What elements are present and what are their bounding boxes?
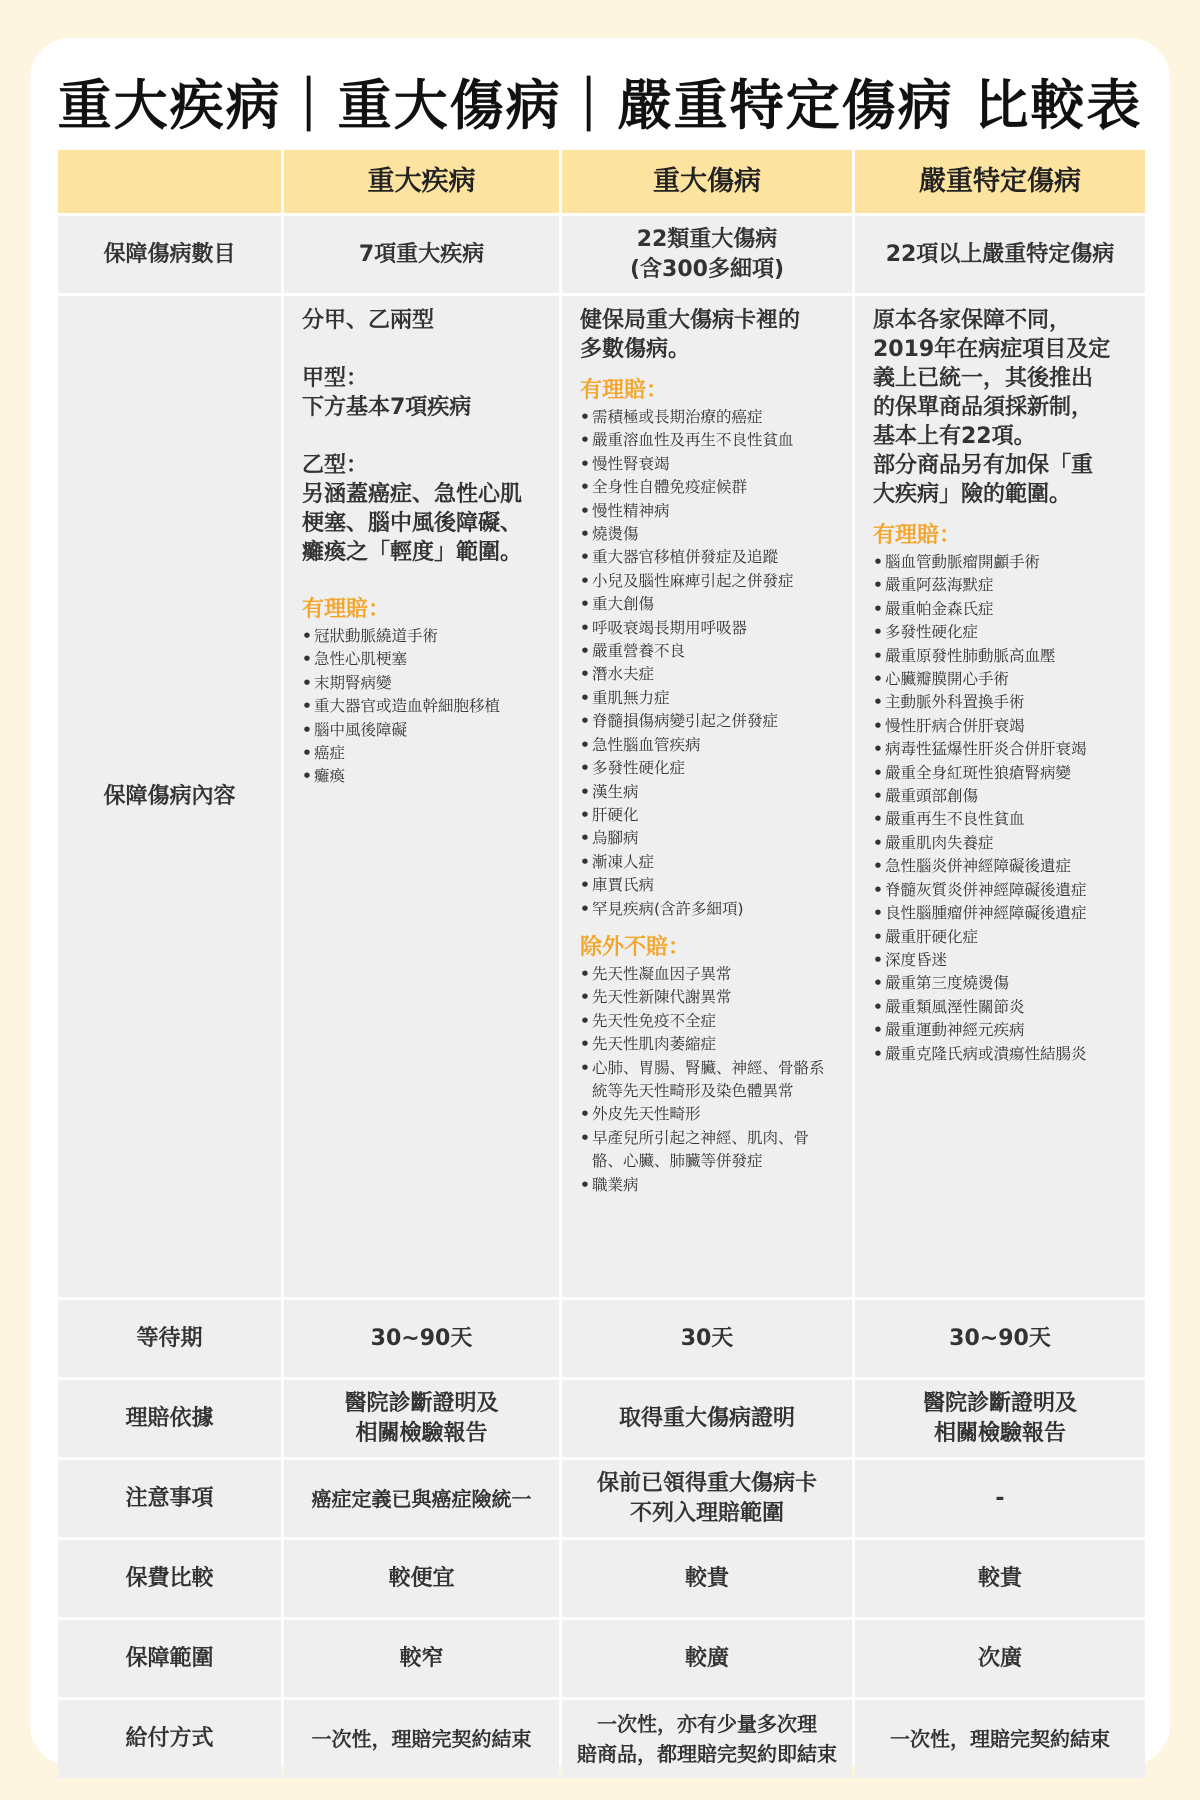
- payment-major-line2: 賠商品，都理賠完契約即結束: [577, 1742, 837, 1766]
- list-item: • 職業病: [580, 1174, 838, 1197]
- list-item: • 慢性腎衰竭: [580, 453, 838, 476]
- critical-claim-list: [302, 625, 545, 789]
- list-item: • 嚴重運動神經元疾病: [873, 1019, 1131, 1042]
- list-item: • 先天性凝血因子異常: [580, 963, 838, 986]
- payment-major-line1: 一次性，亦有少量多次理: [597, 1712, 817, 1736]
- scope-critical: 較窄: [284, 1620, 559, 1697]
- count-major: [562, 216, 852, 293]
- waiting-major: 30天: [562, 1300, 852, 1377]
- basis-critical-line2: 相關檢驗報告: [355, 1420, 488, 1446]
- list-item: • 外皮先天性畸形: [580, 1103, 838, 1126]
- content-severe-intro-4: 的保單商品須採新制，: [873, 395, 1094, 420]
- row-label-count: 保障傷病數目: [58, 216, 281, 293]
- comparison-table: [58, 150, 1142, 1766]
- list-item: • 腦中風後障礙: [302, 719, 545, 742]
- premium-critical: 較便宜: [284, 1540, 559, 1617]
- list-item: • 嚴重全身紅斑性狼瘡腎病變: [873, 762, 1131, 785]
- list-item: • 癌症: [302, 742, 545, 765]
- basis-major: 取得重大傷病證明: [562, 1380, 852, 1457]
- row-label-basis: 理賠依據: [58, 1380, 281, 1457]
- notes-major-line2: 不列入理賠範圍: [629, 1500, 784, 1526]
- waiting-severe: 30~90天: [855, 1300, 1145, 1377]
- list-item: • 先天性新陳代謝異常: [580, 986, 838, 1009]
- type-b-text-2: 梗塞、腦中風後障礙、: [302, 511, 523, 536]
- list-item: • 急性腦炎併神經障礙後遺症: [873, 855, 1131, 878]
- content-severe-intro-6: 部分商品另有加保「重: [873, 453, 1094, 478]
- notes-major: [562, 1460, 852, 1537]
- list-item: • 嚴重再生不良性貧血: [873, 808, 1131, 831]
- header-corner: [58, 150, 281, 213]
- list-item: • 多發性硬化症: [580, 757, 838, 780]
- list-item: • 癱瘓: [302, 765, 545, 788]
- list-item: • 全身性自體免疫症候群: [580, 476, 838, 499]
- content-severe-intro-1: 原本各家保障不同，: [873, 308, 1072, 333]
- count-major-line2: (含300多細項): [629, 256, 785, 282]
- list-item: • 嚴重頭部創傷: [873, 785, 1131, 808]
- list-item: • 嚴重第三度燒燙傷: [873, 972, 1131, 995]
- list-item: • 庫賈氏病: [580, 874, 838, 897]
- count-severe: 22項以上嚴重特定傷病: [855, 216, 1145, 293]
- type-a-text: 下方基本7項疾病: [302, 395, 472, 420]
- list-item: • 病毒性猛爆性肝炎合併肝衰竭: [873, 738, 1131, 761]
- list-item: • 嚴重克隆氏病或潰瘍性結腸炎: [873, 1043, 1131, 1066]
- list-item: • 慢性肝病合併肝衰竭: [873, 715, 1131, 738]
- list-item: • 重大創傷: [580, 593, 838, 616]
- list-item: • 慢性精神病: [580, 500, 838, 523]
- list-item: • 重肌無力症: [580, 687, 838, 710]
- list-item: • 嚴重溶血性及再生不良性貧血: [580, 429, 838, 452]
- basis-critical: [284, 1380, 559, 1457]
- row-label-content: 保障傷病內容: [58, 296, 281, 1297]
- major-claim-title: 有理賠：: [580, 378, 669, 403]
- row-label-payment: 給付方式: [58, 1700, 281, 1778]
- list-item: • 心臟瓣膜開心手術: [873, 668, 1131, 691]
- list-item: • 呼吸衰竭長期用呼吸器: [580, 617, 838, 640]
- notes-major-line1: 保前已領得重大傷病卡: [596, 1470, 817, 1496]
- payment-major: [562, 1700, 852, 1778]
- payment-critical: 一次性，理賠完契約結束: [284, 1700, 559, 1778]
- list-item: • 急性腦血管疾病: [580, 734, 838, 757]
- list-item: • 脊髓損傷病變引起之併發症: [580, 710, 838, 733]
- header-major-injury: 重大傷病: [562, 150, 852, 213]
- list-item: • 重大器官移植併發症及追蹤: [580, 546, 838, 569]
- type-b-text-1: 另涵蓋癌症、急性心肌: [302, 482, 523, 507]
- list-item: • 先天性肌肉萎縮症: [580, 1033, 838, 1056]
- list-item: • 急性心肌梗塞: [302, 648, 545, 671]
- header-severe-specific: 嚴重特定傷病: [855, 150, 1145, 213]
- notes-severe: -: [855, 1460, 1145, 1537]
- major-claim-list: [580, 406, 838, 921]
- comparison-card: [30, 38, 1170, 1765]
- list-item: • 心肺、胃腸、腎臟、神經、骨骼系統等先天性畸形及染色體異常: [580, 1057, 838, 1104]
- content-critical: [284, 296, 559, 1297]
- list-item: • 肝硬化: [580, 804, 838, 827]
- list-item: • 深度昏迷: [873, 949, 1131, 972]
- severe-claim-list: [873, 551, 1131, 1066]
- basis-severe: [855, 1380, 1145, 1457]
- list-item: • 先天性免疫不全症: [580, 1010, 838, 1033]
- list-item: • 罕見疾病(含許多細項): [580, 898, 838, 921]
- content-critical-intro: 分甲、乙兩型: [302, 308, 435, 333]
- content-severe-intro-7: 大疾病」險的範圍。: [873, 482, 1072, 507]
- content-severe-intro-2: 2019年在病症項目及定: [873, 337, 1111, 362]
- row-label-premium: 保費比較: [58, 1540, 281, 1617]
- content-severe-intro-5: 基本上有22項。: [873, 424, 1036, 449]
- list-item: • 嚴重帕金森氏症: [873, 598, 1131, 621]
- row-label-scope: 保障範圍: [58, 1620, 281, 1697]
- major-exclude-list: [580, 963, 838, 1197]
- premium-major: 較貴: [562, 1540, 852, 1617]
- scope-severe: 次廣: [855, 1620, 1145, 1697]
- list-item: • 漸凍人症: [580, 851, 838, 874]
- notes-critical: 癌症定義已與癌症險統一: [284, 1460, 559, 1537]
- list-item: • 嚴重肝硬化症: [873, 926, 1131, 949]
- list-item: • 重大器官或造血幹細胞移植: [302, 695, 545, 718]
- count-major-line1: 22類重大傷病: [636, 226, 778, 252]
- list-item: • 烏腳病: [580, 827, 838, 850]
- list-item: • 主動脈外科置換手術: [873, 691, 1131, 714]
- basis-severe-line2: 相關檢驗報告: [933, 1420, 1066, 1446]
- list-item: • 嚴重原發性肺動脈高血壓: [873, 645, 1131, 668]
- severe-claim-title: 有理賠：: [873, 523, 962, 548]
- payment-severe: 一次性，理賠完契約結束: [855, 1700, 1145, 1778]
- critical-claim-title: 有理賠：: [302, 597, 391, 622]
- type-b-title: 乙型：: [302, 453, 369, 478]
- list-item: • 嚴重營養不良: [580, 640, 838, 663]
- basis-critical-line1: 醫院診斷證明及: [344, 1390, 499, 1416]
- list-item: • 漢生病: [580, 781, 838, 804]
- list-item: • 小兒及腦性麻痺引起之併發症: [580, 570, 838, 593]
- content-major-intro-2: 多數傷病。: [580, 337, 691, 362]
- list-item: • 良性腦腫瘤併神經障礙後遺症: [873, 902, 1131, 925]
- list-item: • 潛水夫症: [580, 663, 838, 686]
- premium-severe: 較貴: [855, 1540, 1145, 1617]
- type-b-text-3: 癱瘓之「輕度」範圍。: [302, 540, 523, 565]
- list-item: • 脊髓灰質炎併神經障礙後遺症: [873, 879, 1131, 902]
- content-major-intro-1: 健保局重大傷病卡裡的: [580, 308, 801, 333]
- list-item: • 需積極或長期治療的癌症: [580, 406, 838, 429]
- list-item: • 嚴重類風溼性關節炎: [873, 996, 1131, 1019]
- list-item: • 腦血管動脈瘤開顱手術: [873, 551, 1131, 574]
- list-item: • 冠狀動脈繞道手術: [302, 625, 545, 648]
- list-item: • 末期腎病變: [302, 672, 545, 695]
- count-critical: 7項重大疾病: [284, 216, 559, 293]
- header-critical-illness: 重大疾病: [284, 150, 559, 213]
- content-major: [562, 296, 852, 1297]
- basis-severe-line1: 醫院診斷證明及: [922, 1390, 1077, 1416]
- list-item: • 嚴重阿茲海默症: [873, 574, 1131, 597]
- content-severe-intro-3: 義上已統一，其後推出: [873, 366, 1094, 391]
- major-exclude-title: 除外不賠：: [580, 934, 691, 960]
- row-label-notes: 注意事項: [58, 1460, 281, 1537]
- type-a-title: 甲型：: [302, 366, 369, 391]
- row-label-waiting: 等待期: [58, 1300, 281, 1377]
- scope-major: 較廣: [562, 1620, 852, 1697]
- content-severe: [855, 296, 1145, 1297]
- list-item: • 燒燙傷: [580, 523, 838, 546]
- list-item: • 多發性硬化症: [873, 621, 1131, 644]
- list-item: • 早產兒所引起之神經、肌肉、骨骼、心臟、肺臟等併發症: [580, 1127, 838, 1174]
- waiting-critical: 30~90天: [284, 1300, 559, 1377]
- list-item: • 嚴重肌肉失養症: [873, 832, 1131, 855]
- page-title: 重大疾病｜重大傷病｜嚴重特定傷病 比較表: [57, 74, 1143, 137]
